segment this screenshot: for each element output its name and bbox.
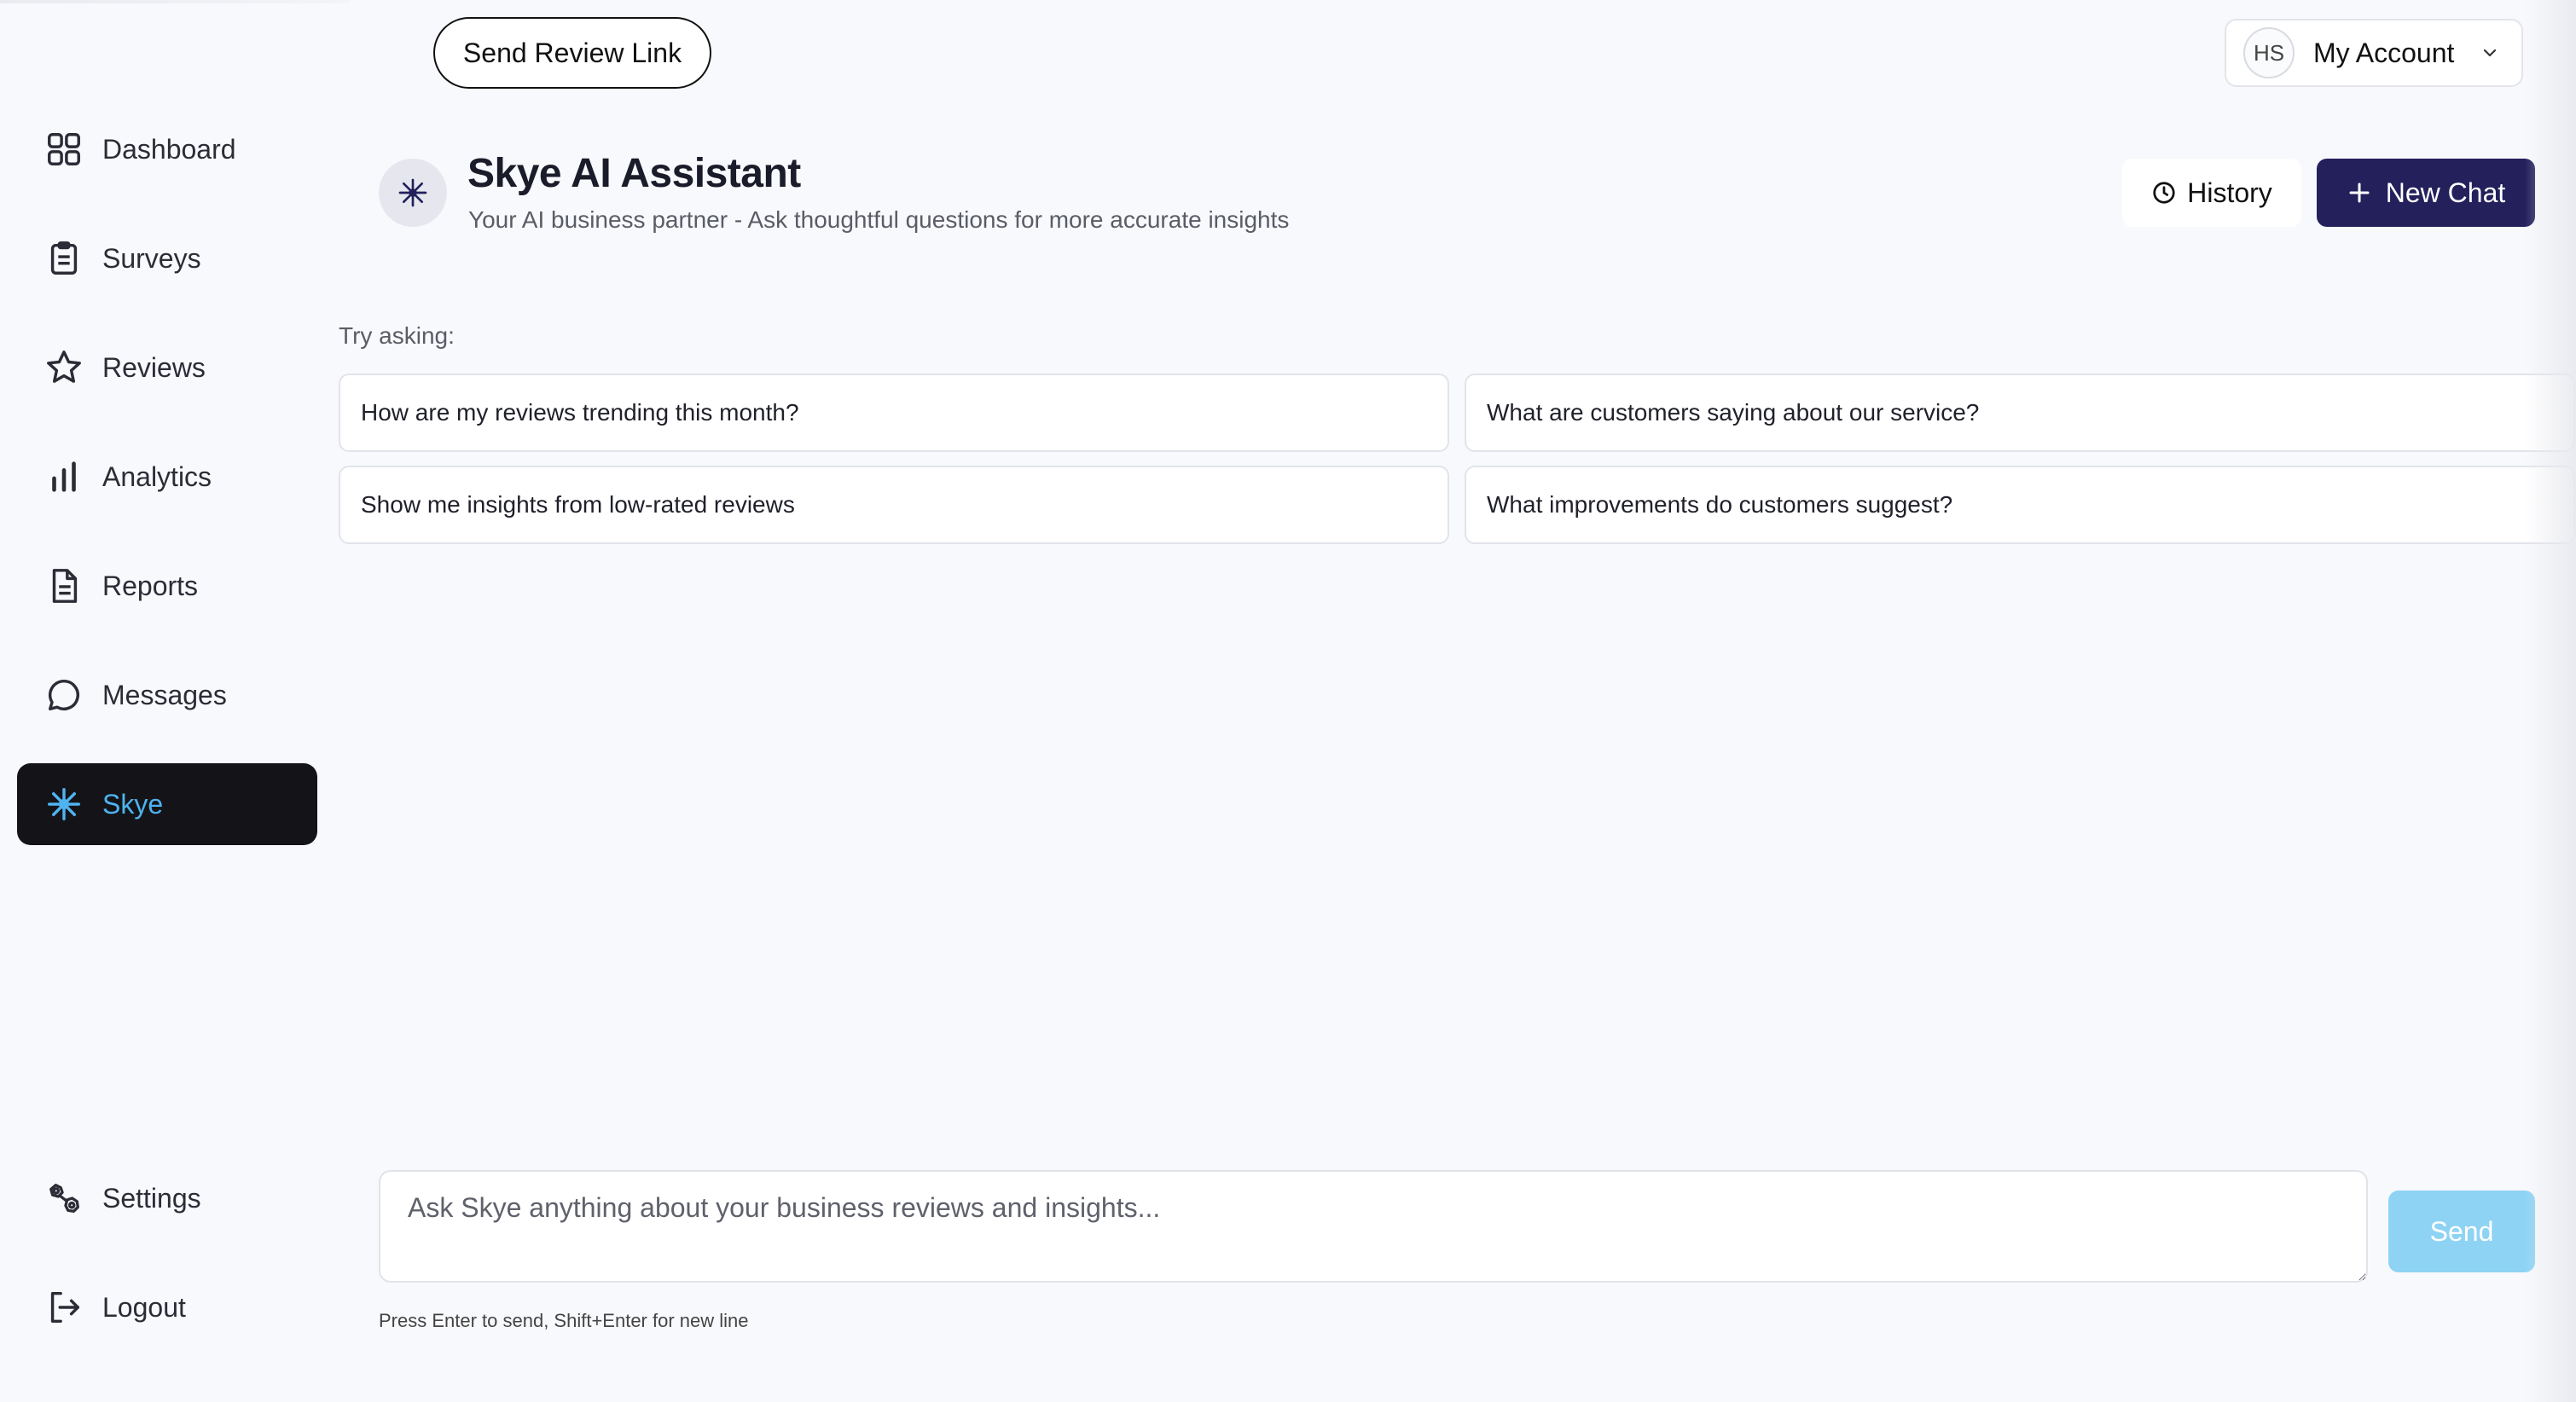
sidebar-item-logout[interactable] bbox=[17, 1266, 317, 1348]
clipboard-icon bbox=[44, 239, 84, 278]
sidebar-item-label: Surveys bbox=[102, 242, 201, 274]
sidebar-item-label: Reports bbox=[102, 570, 199, 601]
sidebar-item-label: Logout bbox=[102, 1291, 186, 1323]
sidebar-item-label: Settings bbox=[102, 1182, 201, 1214]
logout-icon bbox=[44, 1288, 84, 1327]
bar-chart-icon bbox=[44, 457, 84, 496]
history-label: History bbox=[2187, 177, 2272, 208]
page-subtitle: Your AI business partner - Ask thoughtful questions for more accurate insights bbox=[468, 206, 1290, 233]
plus-icon bbox=[2347, 180, 2372, 206]
settings-icon bbox=[44, 1179, 84, 1218]
sidebar-item-analytics[interactable] bbox=[17, 436, 317, 518]
suggestion-chip[interactable]: What are customers saying about our service? bbox=[1465, 374, 2575, 452]
document-icon bbox=[44, 566, 84, 605]
send-button[interactable]: Send bbox=[2388, 1191, 2535, 1272]
sidebar-item-settings[interactable] bbox=[17, 1157, 317, 1239]
sidebar-item-label: Reviews bbox=[102, 351, 206, 383]
suggestions-label: Try asking: bbox=[339, 322, 455, 349]
clock-icon bbox=[2151, 180, 2177, 206]
sidebar-item-label: Dashboard bbox=[102, 133, 236, 165]
composer-hint: Press Enter to send, Shift+Enter for new line bbox=[379, 1310, 749, 1331]
message-input[interactable] bbox=[379, 1170, 2368, 1283]
history-button[interactable] bbox=[2122, 159, 2301, 227]
account-label: My Account bbox=[2313, 37, 2455, 68]
suggestion-chip[interactable]: Show me insights from low-rated reviews bbox=[339, 466, 1449, 544]
new-chat-label: New Chat bbox=[2385, 177, 2506, 208]
sidebar-item-surveys[interactable] bbox=[17, 217, 317, 299]
account-menu-button[interactable] bbox=[2225, 19, 2523, 87]
chevron-down-icon bbox=[2480, 43, 2500, 63]
grid-icon bbox=[44, 130, 84, 169]
sparkle-icon bbox=[44, 785, 84, 824]
suggestion-chip[interactable]: What improvements do customers suggest? bbox=[1465, 466, 2575, 544]
sidebar-item-reviews[interactable] bbox=[17, 327, 317, 408]
sidebar-top-border bbox=[0, 0, 350, 3]
send-review-link-button[interactable]: Send Review Link bbox=[433, 17, 711, 89]
suggestion-chip[interactable]: How are my reviews trending this month? bbox=[339, 374, 1449, 452]
sidebar-item-skye[interactable] bbox=[17, 763, 317, 845]
assistant-avatar bbox=[379, 159, 447, 227]
chat-bubble-icon bbox=[44, 675, 84, 715]
avatar: HS bbox=[2243, 27, 2295, 78]
star-icon bbox=[44, 348, 84, 387]
sidebar-item-label: Messages bbox=[102, 679, 227, 710]
new-chat-button[interactable] bbox=[2317, 159, 2535, 227]
sidebar-item-messages[interactable] bbox=[17, 654, 317, 736]
sparkle-icon bbox=[396, 176, 430, 210]
sidebar-item-dashboard[interactable] bbox=[17, 108, 317, 190]
sidebar-item-label: Analytics bbox=[102, 461, 212, 492]
sidebar-item-reports[interactable] bbox=[17, 545, 317, 627]
sidebar-item-label: Skye bbox=[102, 788, 164, 820]
page-title: Skye AI Assistant bbox=[467, 151, 801, 196]
sidebar bbox=[0, 0, 333, 1402]
